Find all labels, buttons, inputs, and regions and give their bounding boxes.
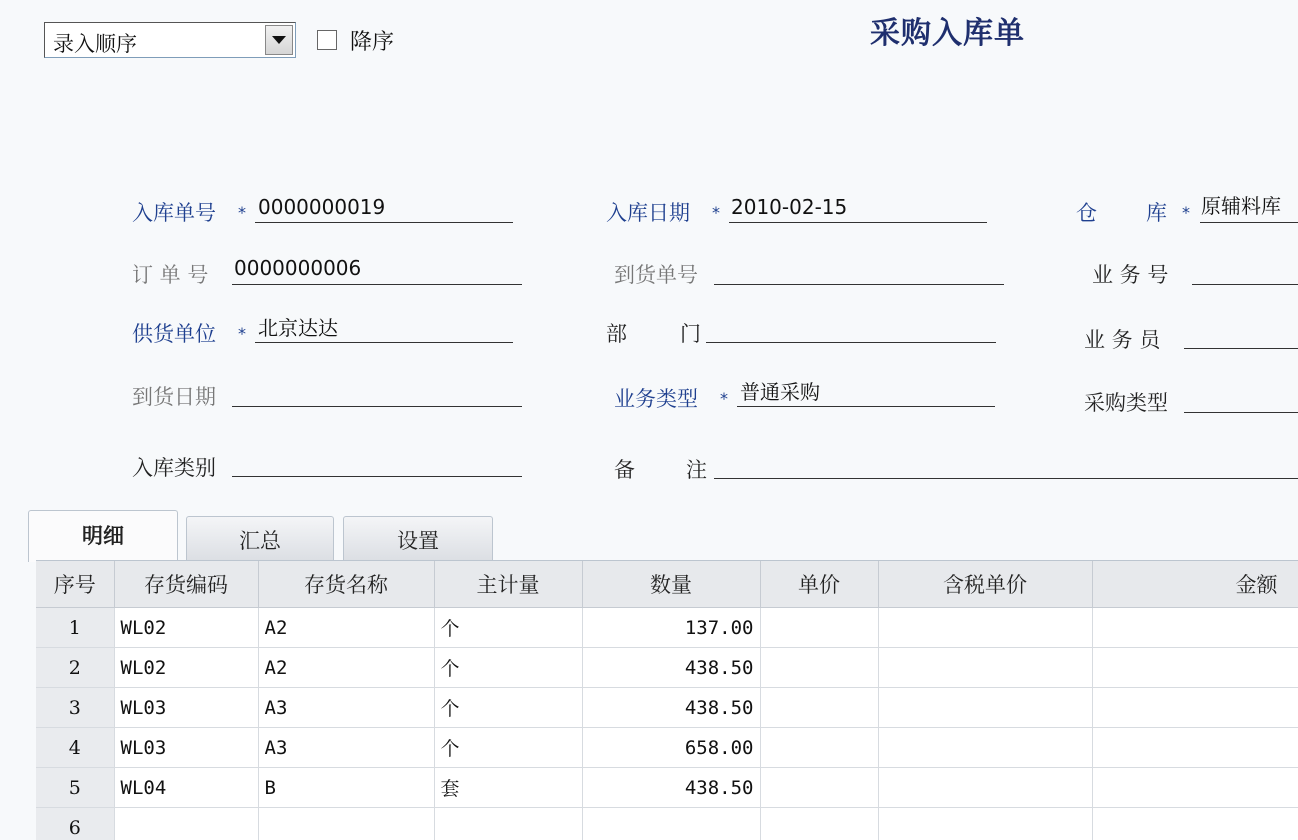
required-mark: * — [712, 203, 720, 222]
cell-tax-price[interactable] — [878, 728, 1092, 768]
order-no-label: 订 单 号 — [132, 263, 209, 287]
cell-quantity[interactable]: 438.50 — [582, 768, 760, 808]
receipt-date-underline — [729, 222, 987, 223]
cell-seq: 3 — [36, 688, 114, 728]
department-label-a: 部 — [606, 322, 627, 346]
cell-tax-price[interactable] — [878, 688, 1092, 728]
cell-seq: 5 — [36, 768, 114, 808]
business-no-label: 业 务 号 — [1092, 263, 1169, 287]
table-row[interactable] — [36, 608, 1298, 648]
table-row[interactable] — [36, 648, 1298, 688]
table-row[interactable] — [36, 808, 1298, 840]
purchase-type-label: 采购类型 — [1084, 391, 1168, 415]
table-row[interactable] — [36, 728, 1298, 768]
cell-amount[interactable] — [1092, 608, 1298, 648]
receipt-date-label: 入库日期 — [606, 201, 690, 225]
chevron-down-icon[interactable] — [265, 25, 293, 55]
cell-quantity[interactable]: 438.50 — [582, 688, 760, 728]
col-header-code[interactable]: 存货编码 — [114, 561, 258, 608]
col-header-tax-price[interactable]: 含税单价 — [878, 561, 1092, 608]
cell-price[interactable] — [760, 808, 878, 840]
cell-amount[interactable] — [1092, 688, 1298, 728]
cell-code[interactable]: WL02 — [114, 608, 258, 648]
department-underline — [706, 342, 996, 343]
cell-name[interactable]: A3 — [258, 688, 434, 728]
table-row[interactable] — [36, 688, 1298, 728]
business-type-underline — [737, 406, 995, 407]
table-row[interactable] — [36, 768, 1298, 808]
sort-order-value: 录入顺序 — [53, 32, 137, 56]
salesperson-label: 业 务 员 — [1084, 328, 1161, 352]
arrival-date-label: 到货日期 — [132, 385, 216, 409]
cell-price[interactable] — [760, 768, 878, 808]
order-no-field[interactable]: 0000000006 — [234, 256, 362, 280]
required-mark: * — [720, 389, 728, 408]
warehouse-label-a: 仓 — [1076, 201, 1097, 225]
cell-tax-price[interactable] — [878, 768, 1092, 808]
remark-label-a: 备 — [614, 458, 635, 482]
cell-tax-price[interactable] — [878, 808, 1092, 840]
warehouse-underline — [1200, 222, 1298, 223]
cell-code[interactable]: WL03 — [114, 688, 258, 728]
arrival-no-label: 到货单号 — [614, 263, 698, 287]
cell-seq: 2 — [36, 648, 114, 688]
cell-amount[interactable] — [1092, 808, 1298, 840]
cell-name[interactable]: A2 — [258, 648, 434, 688]
col-header-price[interactable]: 单价 — [760, 561, 878, 608]
receipt-date-field[interactable]: 2010-02-15 — [731, 195, 848, 219]
cell-unit[interactable]: 个 — [434, 688, 582, 728]
arrival-no-underline — [714, 284, 1004, 285]
cell-amount[interactable] — [1092, 768, 1298, 808]
grid-header-row — [36, 561, 1298, 608]
business-type-field[interactable]: 普通采购 — [740, 380, 820, 404]
cell-unit[interactable] — [434, 808, 582, 840]
cell-quantity[interactable]: 137.00 — [582, 608, 760, 648]
salesperson-underline — [1184, 348, 1298, 349]
cell-name[interactable]: A3 — [258, 728, 434, 768]
cell-amount[interactable] — [1092, 648, 1298, 688]
supplier-underline — [255, 342, 513, 343]
cell-price[interactable] — [760, 648, 878, 688]
receipt-no-label: 入库单号 — [132, 201, 216, 225]
receipt-no-underline — [255, 222, 513, 223]
receipt-category-underline — [232, 476, 522, 477]
cell-price[interactable] — [760, 688, 878, 728]
required-mark: * — [238, 203, 246, 222]
receipt-category-label: 入库类别 — [132, 456, 216, 480]
tab-summary[interactable]: 汇总 — [186, 516, 334, 560]
cell-seq: 4 — [36, 728, 114, 768]
cell-amount[interactable] — [1092, 728, 1298, 768]
supplier-field[interactable]: 北京达达 — [258, 316, 338, 340]
cell-tax-price[interactable] — [878, 608, 1092, 648]
sort-order-select[interactable] — [44, 22, 296, 58]
warehouse-label-b: 库 — [1146, 201, 1167, 225]
remark-label-b: 注 — [686, 458, 707, 482]
business-no-underline — [1192, 284, 1298, 285]
cell-code[interactable] — [114, 808, 258, 840]
cell-unit[interactable]: 套 — [434, 768, 582, 808]
cell-tax-price[interactable] — [878, 648, 1092, 688]
cell-seq: 6 — [36, 808, 114, 840]
cell-quantity[interactable]: 658.00 — [582, 728, 760, 768]
col-header-quantity[interactable]: 数量 — [582, 561, 760, 608]
business-type-label: 业务类型 — [614, 387, 698, 411]
cell-code[interactable]: WL03 — [114, 728, 258, 768]
cell-price[interactable] — [760, 728, 878, 768]
cell-seq: 1 — [36, 608, 114, 648]
descending-label: 降序 — [350, 30, 395, 55]
warehouse-field[interactable]: 原辅料库 — [1201, 194, 1281, 218]
col-header-amount[interactable]: 金额 — [1092, 561, 1298, 608]
required-mark: * — [238, 324, 246, 343]
tab-detail[interactable]: 明细 — [28, 510, 178, 562]
cell-name[interactable]: A2 — [258, 608, 434, 648]
descending-checkbox[interactable] — [317, 30, 337, 50]
department-label-b: 门 — [680, 322, 701, 346]
col-header-unit[interactable]: 主计量 — [434, 561, 582, 608]
cell-code[interactable]: WL04 — [114, 768, 258, 808]
required-mark: * — [1182, 203, 1190, 222]
cell-price[interactable] — [760, 608, 878, 648]
tab-settings[interactable]: 设置 — [343, 516, 493, 560]
cell-unit[interactable]: 个 — [434, 648, 582, 688]
order-no-underline — [232, 284, 522, 285]
receipt-no-field[interactable]: 0000000019 — [258, 195, 386, 219]
cell-name[interactable]: B — [258, 768, 434, 808]
col-header-seq[interactable]: 序号 — [36, 561, 114, 608]
col-header-name[interactable]: 存货名称 — [258, 561, 434, 608]
cell-name[interactable] — [258, 808, 434, 840]
cell-code[interactable]: WL02 — [114, 648, 258, 688]
cell-unit[interactable]: 个 — [434, 728, 582, 768]
supplier-label: 供货单位 — [132, 322, 216, 346]
cell-quantity[interactable] — [582, 808, 760, 840]
arrival-date-underline — [232, 406, 522, 407]
purchase-type-underline — [1184, 412, 1298, 413]
cell-unit[interactable]: 个 — [434, 608, 582, 648]
cell-quantity[interactable]: 438.50 — [582, 648, 760, 688]
detail-grid — [36, 560, 1298, 840]
page-title: 采购入库单 — [870, 16, 1025, 51]
remark-underline — [714, 478, 1298, 479]
